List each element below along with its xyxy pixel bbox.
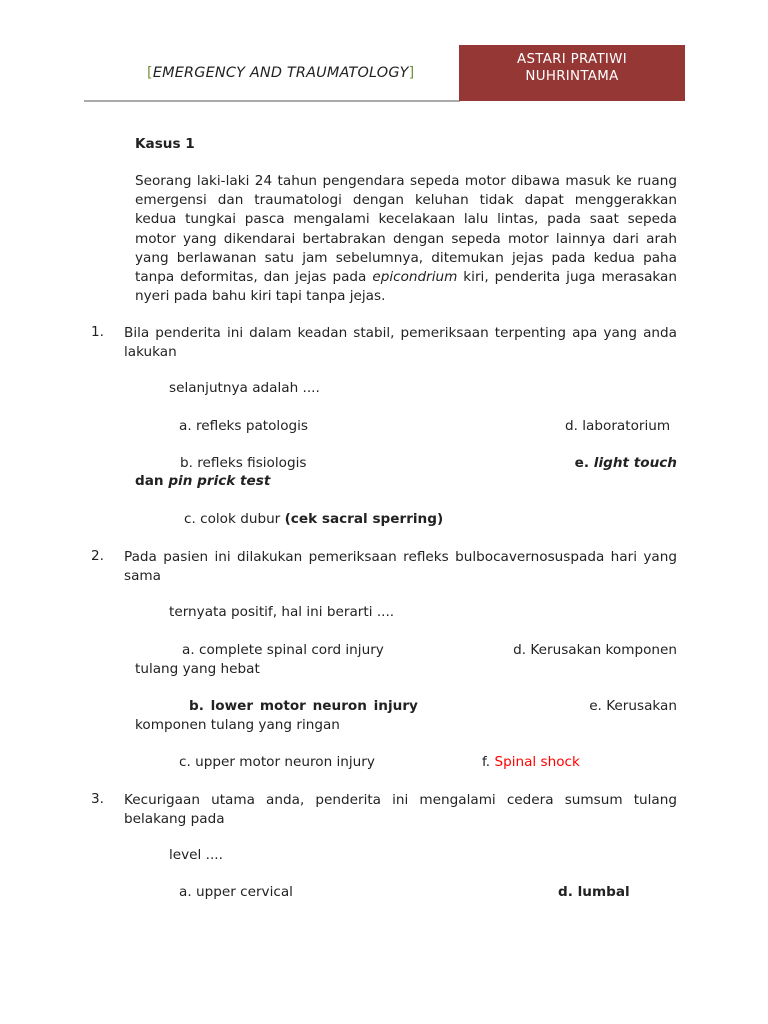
title-bracket-open: [ <box>147 65 153 81</box>
option-a: a. refleks patologis <box>179 418 309 434</box>
option-e-continuation <box>135 473 270 489</box>
option-c <box>184 511 443 527</box>
case-line: yang berlawanan satu jam sebelumnya, ditemukan jejas pada kedua paha <box>135 249 677 266</box>
case-line: Seorang laki-laki 24 tahun pengendara sepeda motor dibawa masuk ke ruang <box>135 173 677 189</box>
option-d-continuation: tulang yang hebat <box>135 661 260 677</box>
author-name-line2: NUHRINTAMA <box>525 69 619 84</box>
option-c: c. upper motor neuron injury <box>179 754 375 770</box>
author-name-line1: ASTARI PRATIWI <box>517 52 627 67</box>
document-title <box>147 65 414 81</box>
case-line-text: kiri, penderita juga merasakan <box>457 268 677 285</box>
author-box <box>459 45 685 101</box>
question-continuation: ternyata positif, hal ini berarti .... <box>169 604 395 620</box>
option-e-cont-prefix: dan <box>135 473 169 489</box>
option-e-prefix: e. <box>574 455 594 471</box>
header-divider <box>84 100 460 102</box>
option-f <box>482 754 580 770</box>
question-number: 1. <box>91 324 104 340</box>
question-line: Pada pasien ini dilakukan pemeriksaan refleks bulbocavernosuspada hari yang <box>124 549 677 565</box>
question-text <box>124 548 677 586</box>
option-c-text: c. colok dubur <box>184 511 285 527</box>
option-f-highlight: Spinal shock <box>494 754 580 770</box>
option-c-note: (cek sacral sperring) <box>284 511 444 527</box>
case-line-text: tanpa deformitas, dan jejas pada <box>135 268 373 285</box>
option-a: a. complete spinal cord injury <box>182 642 384 658</box>
question-text <box>124 324 677 362</box>
case-line: emergensi dan traumatologi dengan keluhan tidak dapat menggerakkan <box>135 192 677 209</box>
option-d-answer: d. lumbal <box>558 884 630 900</box>
question-line: belakang pada <box>124 811 225 827</box>
option-d: d. laboratorium <box>565 418 671 434</box>
question-continuation: selanjutnya adalah .... <box>169 380 320 396</box>
option-f-prefix: f. <box>482 754 495 770</box>
case-paragraph <box>135 172 677 306</box>
title-bracket-close: ] <box>408 65 415 81</box>
question-number: 3. <box>91 791 104 807</box>
case-line <box>135 268 677 287</box>
option-a: a. upper cervical <box>179 884 293 900</box>
case-heading: Kasus 1 <box>135 136 195 152</box>
question-text <box>124 791 677 829</box>
question-line: Bila penderita ini dalam keadan stabil, pemeriksaan terpenting apa yang anda <box>124 325 677 341</box>
case-line: nyeri pada bahu kiri tapi tanpa jejas. <box>135 288 386 305</box>
option-e-answer <box>575 455 677 471</box>
case-line: kedua tungkai pasca mengalami kecelakaan lalu lintas, pada saat sepeda <box>135 211 677 228</box>
case-line: motor yang dikendarai bertabrakan dengan sepeda motor lainnya dari arah <box>135 230 677 247</box>
option-b: b. refleks fisiologis <box>180 455 307 471</box>
option-e-italic: light touch <box>593 455 677 471</box>
case-term-italic: epicondrium <box>372 268 458 285</box>
option-e: e. Kerusakan <box>589 698 677 714</box>
option-e-continuation: komponen tulang yang ringan <box>135 717 340 733</box>
option-e-cont-italic: pin prick test <box>168 473 271 489</box>
question-line: Kecurigaan utama anda, penderita ini mengalami cedera sumsum tulang <box>124 792 677 808</box>
option-d: d. Kerusakan komponen <box>513 642 677 658</box>
question-line: lakukan <box>124 344 177 360</box>
question-line: sama <box>124 568 161 584</box>
question-continuation: level .... <box>169 847 223 863</box>
option-b-answer: b. lower motor neuron injury <box>189 698 418 714</box>
question-number: 2. <box>91 548 104 564</box>
title-text: EMERGENCY AND TRAUMATOLOGY <box>152 65 409 81</box>
